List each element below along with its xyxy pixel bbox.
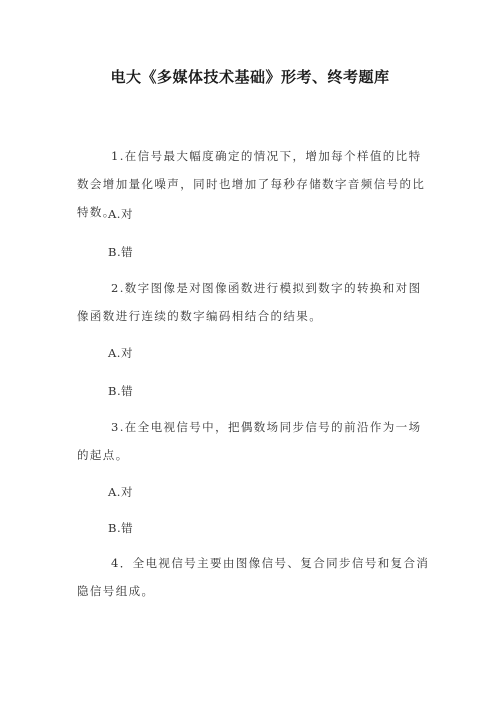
question-3: 3.在全电视信号中，把偶数场同步信号的前沿作为一场的起点。	[77, 420, 422, 462]
question-1: 1.在信号最大幅度确定的情况下，增加每个样值的比特数会增加量化噪声，同时也增加了每秒存储数字音频信号的比特数。	[77, 149, 426, 219]
question-2-option-b: B.错	[108, 384, 134, 398]
question-3-option-a: A.对	[108, 485, 133, 499]
question-2: 2.数字图像是对图像函数进行模拟到数字的转换和对图像函数进行连续的数字编码相结合的结果。	[77, 281, 422, 323]
question-3-option-b: B.错	[108, 521, 134, 535]
question-1-option-b: B.错	[108, 245, 134, 259]
question-1-option-a: A.对	[108, 207, 133, 221]
question-4: 4．全电视信号主要由图像信号、复合同步信号和复合消隐信号组成。	[77, 556, 430, 598]
page-title: 电大《多媒体技术基础》形考、终考题库	[110, 68, 390, 86]
question-2-option-a: A.对	[108, 346, 133, 360]
